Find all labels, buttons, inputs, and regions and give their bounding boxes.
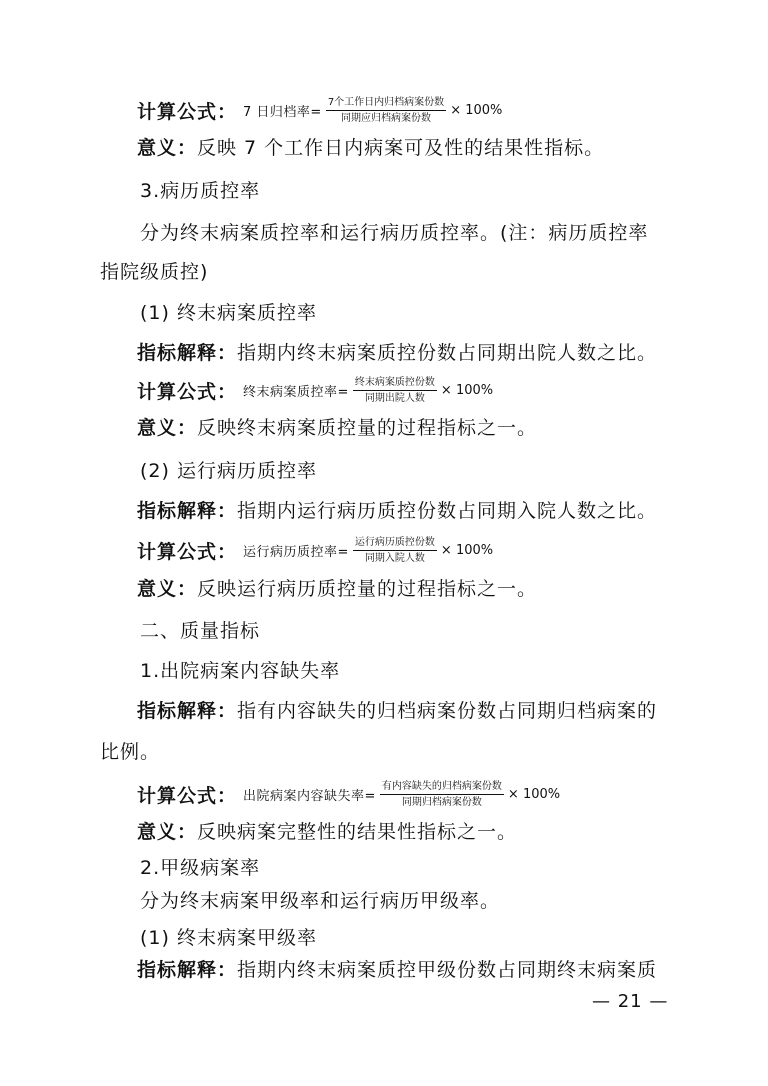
formula-name: 运行病历质控率= [243, 545, 349, 560]
meaning-text: 反映病案完整性的结果性指标之一。 [197, 821, 518, 843]
meaning-line [137, 413, 537, 440]
numerator: 7个工作日内归档病案份数 [326, 96, 446, 111]
meaning-line [137, 574, 537, 601]
fraction [380, 780, 504, 809]
numerator: 终末病案质控份数 [353, 376, 437, 391]
meaning-text: 反映 7 个工作日内病案可及性的结果性指标。 [197, 137, 605, 159]
formula-label: 计算公式： [137, 785, 238, 807]
explanation-text: 指有内容缺失的归档病案份数占同期归档病案的 [237, 700, 658, 722]
formula-running-qc-rate [137, 536, 493, 565]
explanation-text: 指期内运行病历质控份数占同期入院人数之比。 [237, 500, 658, 522]
formula-suffix: × 100% [440, 383, 494, 398]
formula-suffix: × 100% [440, 543, 494, 558]
denominator: 同期归档病案份数 [401, 797, 482, 808]
formula-suffix: × 100% [450, 103, 503, 118]
denominator: 同期应归档病案份数 [341, 113, 431, 124]
heading-1: 1.出院病案内容缺失率 [140, 660, 341, 682]
heading-2: 2.甲级病案率 [140, 857, 261, 879]
explanation-line [137, 955, 657, 982]
subheading: (1) 终末病案质控率 [140, 302, 317, 324]
meaning-line [137, 817, 517, 844]
explanation-label: 指标解释： [137, 500, 238, 522]
paragraph-cont: 指院级质控) [100, 261, 209, 283]
explanation-line [137, 696, 657, 723]
formula-label: 计算公式： [137, 101, 238, 123]
page-number: — 21 — [592, 991, 669, 1012]
denominator: 同期入院人数 [364, 553, 425, 564]
formula-suffix: × 100% [507, 787, 561, 802]
formula-name: 出院病案内容缺失率= [243, 789, 376, 804]
meaning-line [137, 133, 604, 160]
explanation-label: 指标解释： [137, 959, 238, 981]
explanation-label: 指标解释： [137, 342, 238, 364]
section-heading: 二、质量指标 [140, 620, 261, 642]
explanation-text: 指期内终末病案质控份数占同期出院人数之比。 [237, 342, 658, 364]
subheading: (1) 终末病案甲级率 [140, 927, 317, 949]
paragraph: 分为终末病案质控率和运行病历质控率。(注：病历质控率 [140, 222, 649, 244]
paragraph: 分为终末病案甲级率和运行病历甲级率。 [140, 890, 501, 912]
fraction [353, 536, 437, 565]
heading-3: 3.病历质控率 [140, 180, 261, 202]
formula-terminal-qc-rate [137, 376, 493, 405]
meaning-label: 意义： [137, 578, 198, 600]
explanation-line [137, 338, 657, 365]
subheading: (2) 运行病历质控率 [140, 460, 317, 482]
explanation-label: 指标解释： [137, 700, 238, 722]
formula-missing-content-rate [137, 780, 560, 809]
explanation-text: 指期内终末病案质控甲级份数占同期终末病案质 [237, 959, 658, 981]
explanation-line [137, 496, 657, 523]
fraction [326, 96, 446, 125]
denominator: 同期出院人数 [364, 393, 425, 404]
formula-label: 计算公式： [137, 541, 238, 563]
formula-label: 计算公式： [137, 381, 238, 403]
formula-7day-archive-rate [137, 96, 502, 125]
meaning-label: 意义： [137, 417, 198, 439]
numerator: 有内容缺失的归档病案份数 [380, 780, 504, 795]
fraction [353, 376, 437, 405]
explanation-cont: 比例。 [100, 741, 161, 763]
meaning-text: 反映运行病历质控量的过程指标之一。 [197, 578, 538, 600]
formula-name: 7 日归档率= [243, 105, 322, 120]
meaning-text: 反映终末病案质控量的过程指标之一。 [197, 417, 538, 439]
meaning-label: 意义： [137, 137, 198, 159]
numerator: 运行病历质控份数 [353, 536, 437, 551]
formula-name: 终末病案质控率= [243, 385, 349, 400]
meaning-label: 意义： [137, 821, 198, 843]
